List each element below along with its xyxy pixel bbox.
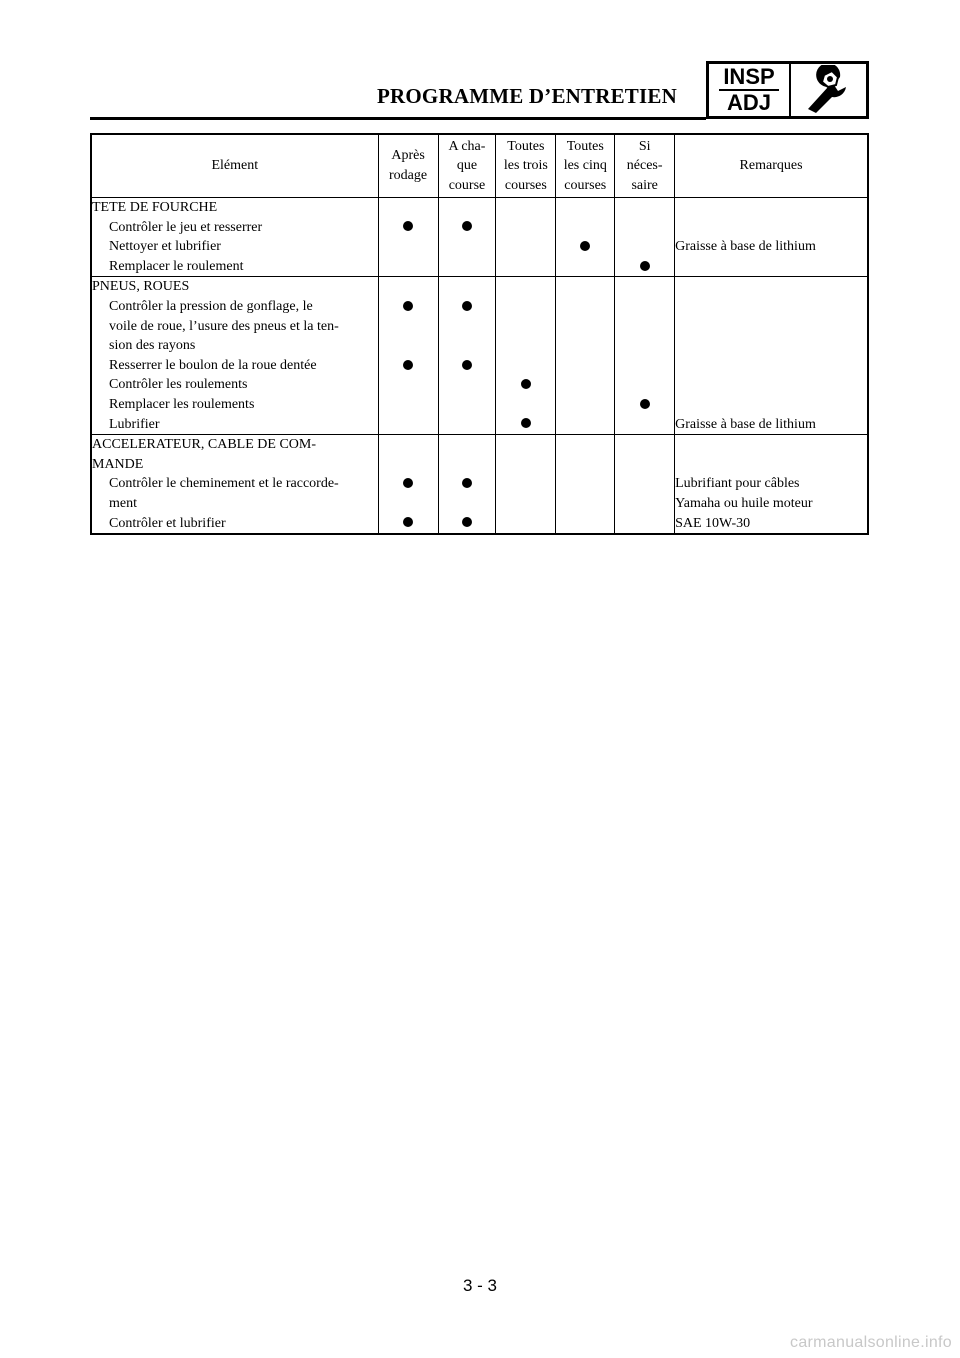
dot-mark (521, 418, 531, 428)
page-title: PROGRAMME D’ENTRETIEN (377, 84, 677, 108)
item-label: Remplacer les roulements (109, 396, 255, 412)
mark-cell (615, 277, 675, 435)
element-cell (91, 277, 378, 435)
remarks-cell (675, 277, 868, 435)
col-header-trois-courses: Toutes les trois courses (496, 134, 556, 198)
remark-text: SAE 10W-30 (675, 515, 751, 531)
item-label: Contrôler la pression de gonflage, le (109, 298, 313, 314)
col-header-cinq-courses: Toutes les cinq courses (556, 134, 615, 198)
dot-mark (640, 261, 650, 271)
dot-mark (403, 221, 413, 231)
col-header-si-necessaire: Si néces- saire (615, 134, 675, 198)
mark-cell (615, 435, 675, 534)
col-header-remarques: Remarques (675, 134, 868, 198)
item-label: Lubrifier (109, 416, 160, 432)
element-cell (91, 435, 378, 534)
table-row (91, 435, 868, 534)
dot-mark (403, 517, 413, 527)
dot-mark (462, 360, 472, 370)
item-label: Contrôler le jeu et resserrer (109, 219, 263, 235)
category-label: TETE DE FOURCHE (92, 200, 218, 215)
wrench-icon (791, 64, 866, 116)
table-row (91, 198, 868, 277)
category-label: PNEUS, ROUES (92, 279, 190, 295)
remark-text: Lubrifiant pour câbles (675, 476, 800, 492)
dot-mark (403, 360, 413, 370)
element-cell (91, 198, 378, 277)
mark-cell (496, 277, 556, 435)
category-label: ACCELERATEUR, CABLE DE COM- (92, 437, 316, 453)
item-label: Nettoyer et lubrifier (109, 239, 221, 255)
badge-adj: ADJ (726, 90, 771, 115)
item-label: Contrôler le cheminement et le raccorde- (109, 476, 339, 492)
item-label: voile de roue, l’usure des pneus et la ten- (109, 318, 339, 334)
remarks-cell (675, 435, 868, 534)
dot-mark (521, 379, 531, 389)
maintenance-table (90, 133, 869, 535)
dot-mark (580, 241, 590, 251)
mark-cell (438, 435, 496, 534)
table-row (91, 277, 868, 435)
dot-mark (462, 221, 472, 231)
mark-cell (556, 277, 615, 435)
item-label: Resserrer le boulon de la roue dentée (109, 357, 317, 373)
mark-cell (496, 198, 556, 277)
mark-cell (378, 435, 438, 534)
header-rule (90, 117, 706, 120)
mark-cell (556, 198, 615, 277)
col-header-element: Elément (91, 134, 378, 198)
dot-mark (403, 478, 413, 488)
badge-insp: INSP (719, 66, 778, 91)
item-label: Remplacer le roulement (109, 258, 244, 274)
mark-cell (496, 435, 556, 534)
mark-cell (438, 277, 496, 435)
insp-adj-badge (706, 61, 869, 119)
remarks-cell (675, 198, 868, 277)
dot-mark (462, 301, 472, 311)
badge-text (709, 64, 791, 116)
table-header-row (91, 134, 868, 198)
page-number: 3 - 3 (462, 1276, 498, 1295)
mark-cell (556, 435, 615, 534)
col-header-chaque-course: A cha- que course (438, 134, 496, 198)
item-label: ment (109, 495, 137, 511)
remark-text: Graisse à base de lithium (675, 239, 816, 255)
category-label: MANDE (92, 456, 144, 472)
dot-mark (403, 301, 413, 311)
remark-text: Yamaha ou huile moteur (675, 495, 813, 511)
mark-cell (378, 198, 438, 277)
dot-mark (640, 399, 650, 409)
dot-mark (462, 517, 472, 527)
item-label: sion des rayons (109, 338, 196, 354)
mark-cell (378, 277, 438, 435)
col-header-apres-rodage: Après rodage (378, 134, 438, 198)
mark-cell (438, 198, 496, 277)
remark-text: Graisse à base de lithium (675, 416, 816, 432)
item-label: Contrôler les roulements (109, 377, 248, 393)
mark-cell (615, 198, 675, 277)
dot-mark (462, 478, 472, 488)
watermark: carmanualsonline.info (790, 1334, 952, 1351)
item-label: Contrôler et lubrifier (109, 515, 226, 531)
